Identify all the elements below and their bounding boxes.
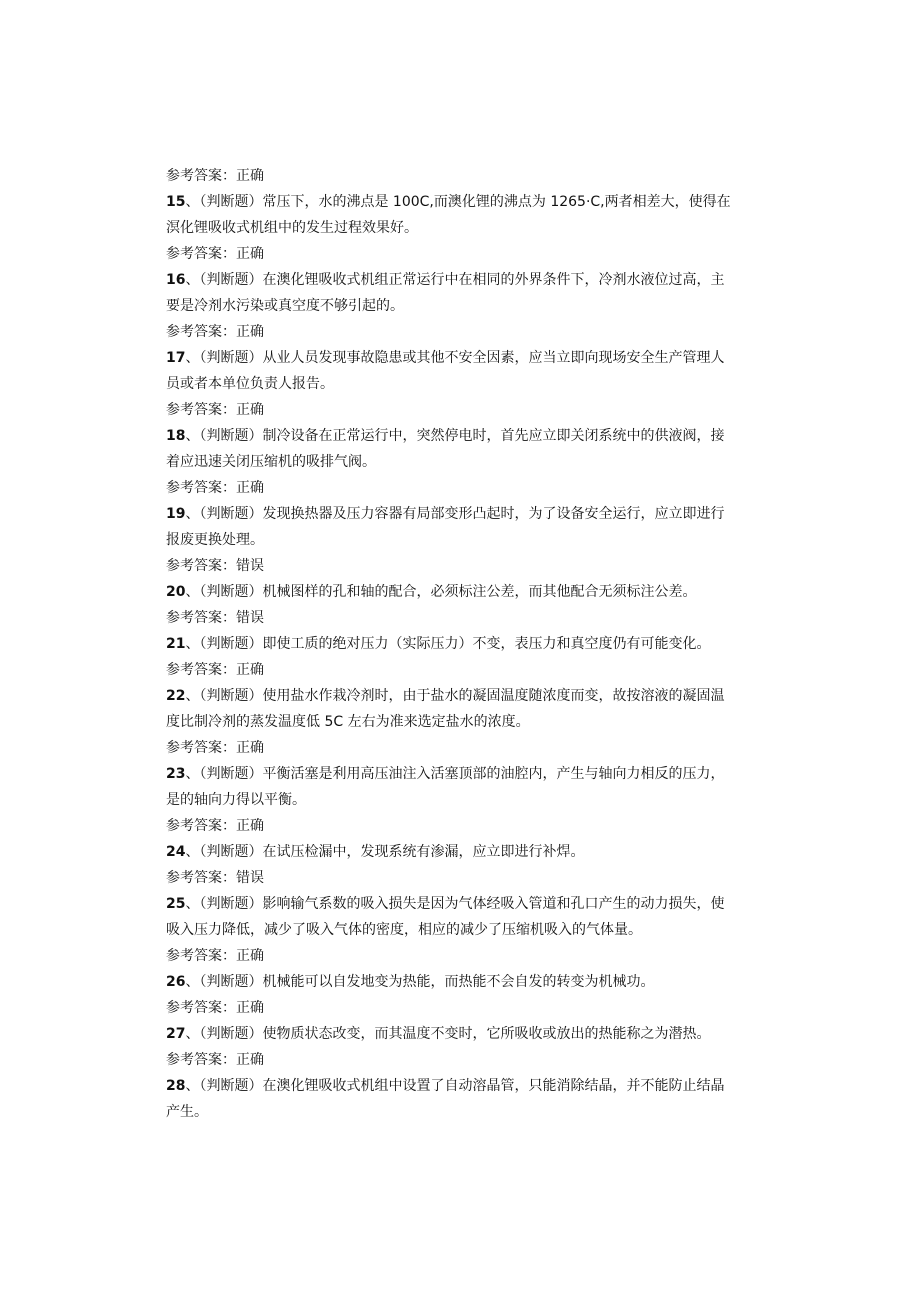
question-line: [166, 267, 766, 293]
question-text: 、（判断题）在澳化锂吸收式机组正常运行中在相同的外界条件下，冷剂水液位过高，主: [185, 272, 725, 288]
question-text: 、（判断题）使用盐水作栽冷剂时，由于盐水的凝固温度随浓度而变，故按溶液的凝固温: [185, 688, 725, 704]
question-number: 16: [166, 272, 186, 288]
answer-line: 参考答案：正确: [166, 480, 264, 496]
question-line: [166, 423, 766, 449]
answer-line: 参考答案：错误: [166, 610, 264, 626]
question-continuation: 要是冷剂水污染或真空度不够引起的。: [166, 298, 404, 314]
question-line: [166, 761, 766, 787]
question-text: 、（判断题）在澳化锂吸收式机组中设置了自动溶晶管，只能消除结晶，并不能防止结晶: [185, 1078, 725, 1094]
question-text: 、（判断题）在试压检漏中，发现系统有渗漏，应立即进行补焊。: [185, 844, 585, 860]
question-text: 、（判断题）即使工质的绝对压力（实际压力）不变，表压力和真空度仍有可能变化。: [185, 636, 711, 652]
question-number: 22: [166, 688, 186, 704]
question-line: [166, 345, 766, 371]
question-continuation: 度比制冷剂的蒸发温度低 5C 左右为准来选定盐水的浓度。: [166, 714, 530, 730]
question-continuation: 吸入压力降低，减少了吸入气体的密度，相应的减少了压缩机吸入的气体量。: [166, 922, 642, 938]
question-continuation: 员或者本单位负责人报告。: [166, 376, 334, 392]
answer-line: 参考答案：正确: [166, 818, 264, 834]
answer-line: 参考答案：正确: [166, 740, 264, 756]
question-line: [166, 969, 766, 995]
answer-line: 参考答案：正确: [166, 662, 264, 678]
question-text: 、（判断题）制冷设备在正常运行中，突然停电时，首先应立即关闭系统中的供液阀，接: [185, 428, 725, 444]
answer-line: 参考答案：错误: [166, 558, 264, 574]
question-text: 、（判断题）机械图样的孔和轴的配合，必须标注公差，而其他配合无须标注公差。: [185, 584, 697, 600]
answer-line: 参考答案：正确: [166, 324, 264, 340]
question-number: 20: [166, 584, 186, 600]
answer-line: 参考答案：错误: [166, 870, 264, 886]
question-number: 27: [166, 1026, 186, 1042]
question-number: 24: [166, 844, 186, 860]
answer-line: 参考答案：正确: [166, 168, 264, 184]
question-text: 、（判断题）从业人员发现事故隐患或其他不安全因素，应当立即向现场安全生产管理人: [185, 350, 725, 366]
question-number: 28: [166, 1078, 186, 1094]
question-line: [166, 891, 766, 917]
document-page: [166, 163, 766, 1125]
question-line: [166, 839, 766, 865]
question-continuation: 溟化锂吸收式机组中的发生过程效果好。: [166, 220, 418, 236]
question-number: 15: [166, 194, 186, 210]
answer-line: 参考答案：正确: [166, 402, 264, 418]
question-text: 、（判断题）影响输气系数的吸入损失是因为气体经吸入管道和孔口产生的动力损失，使: [185, 896, 725, 912]
answer-line: 参考答案：正确: [166, 246, 264, 262]
question-number: 21: [166, 636, 186, 652]
question-line: [166, 1073, 766, 1099]
question-continuation: 报废更换处理。: [166, 532, 264, 548]
question-text: 、（判断题）使物质状态改变，而其温度不变时，它所吸收或放出的热能称之为潜热。: [185, 1026, 711, 1042]
question-continuation: 是的轴向力得以平衡。: [166, 792, 306, 808]
question-number: 17: [166, 350, 186, 366]
question-line: [166, 1021, 766, 1047]
question-number: 23: [166, 766, 186, 782]
answer-line: 参考答案：正确: [166, 948, 264, 964]
answer-line: 参考答案：正确: [166, 1052, 264, 1068]
question-text: 、（判断题）发现换热器及压力容器有局部变形凸起时，为了设备安全运行，应立即进行: [185, 506, 725, 522]
question-line: [166, 189, 766, 215]
question-number: 18: [166, 428, 186, 444]
answer-line: 参考答案：正确: [166, 1000, 264, 1016]
question-number: 19: [166, 506, 186, 522]
question-continuation: 着应迅速关闭压缩机的吸排气阀。: [166, 454, 376, 470]
question-text: 、（判断题）常压下，水的沸点是 100C,而澳化锂的沸点为 1265·C,两者相差大，使得在: [185, 194, 731, 210]
question-number: 26: [166, 974, 186, 990]
question-line: [166, 501, 766, 527]
question-text: 、（判断题）平衡活塞是利用高压油注入活塞顶部的油腔内，产生与轴向力相反的压力，: [185, 766, 725, 782]
question-text: 、（判断题）机械能可以自发地变为热能，而热能不会自发的转变为机械功。: [185, 974, 655, 990]
question-line: [166, 579, 766, 605]
question-continuation: 产生。: [166, 1104, 208, 1120]
question-line: [166, 683, 766, 709]
question-line: [166, 631, 766, 657]
question-number: 25: [166, 896, 186, 912]
